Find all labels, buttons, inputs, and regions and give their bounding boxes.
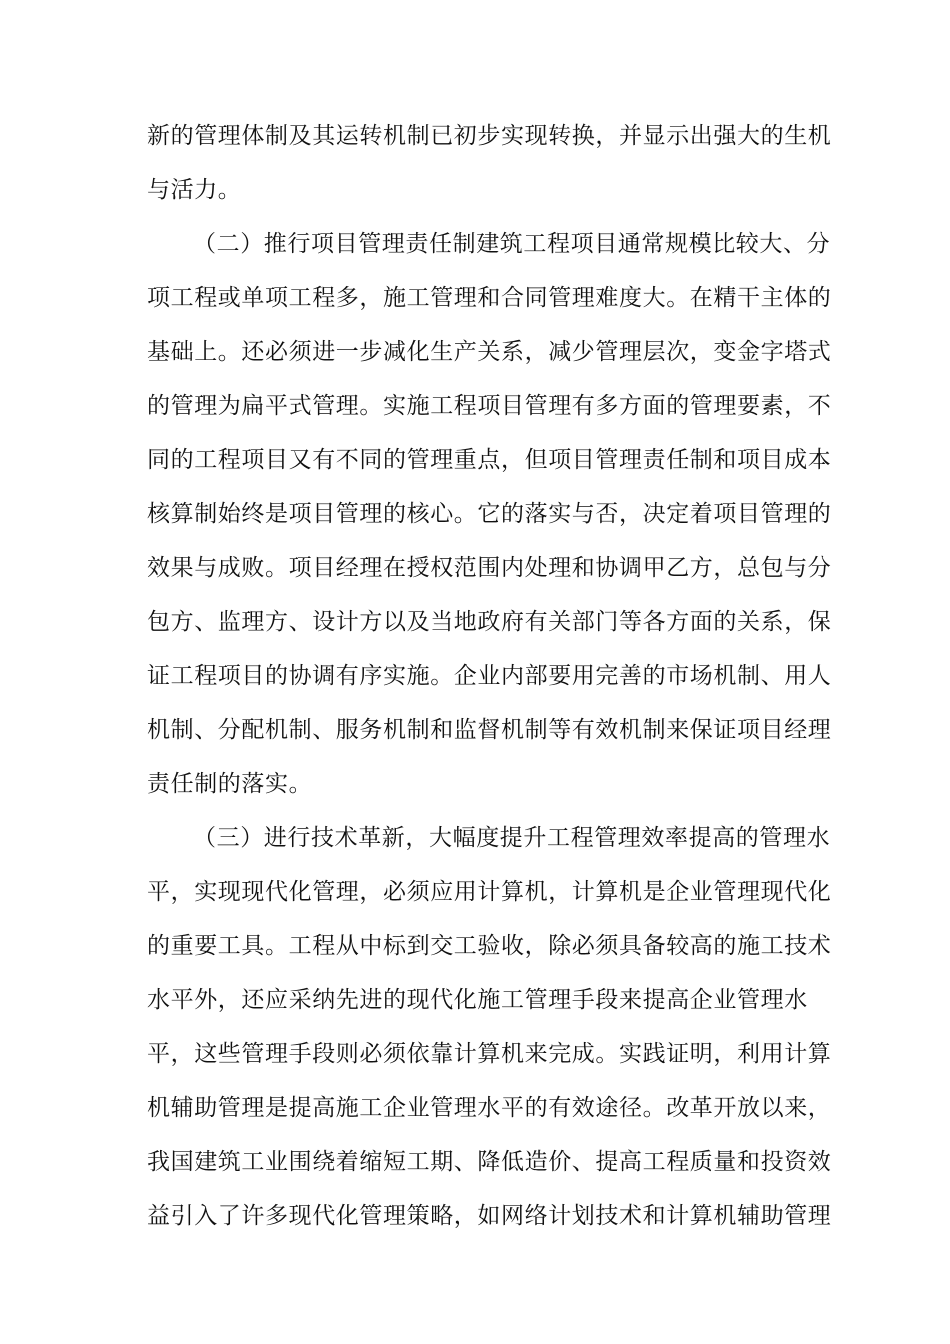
text-line: 包方、监理方、设计方以及当地政府有关部门等各方面的关系，保 [147,609,832,635]
text-line: 证工程项目的协调有序实施。企业内部要用完善的市场机制、用人 [147,663,832,689]
text-line: 我国建筑工业围绕着缩短工期、降低造价、提高工程质量和投资效 [147,1149,832,1175]
text-line: 水平外，还应采纳先进的现代化施工管理手段来提高企业管理水 [147,987,808,1013]
text-line: 核算制始终是项目管理的核心。它的落实与否，决定着项目管理的 [147,501,832,527]
text-line: 责任制的落实。 [147,771,313,797]
text-line: 益引入了许多现代化管理策略，如网络计划技术和计算机辅助管理 [147,1203,832,1229]
section-heading-line: （三）进行技术革新，大幅度提升工程管理效率提高的管理水 [193,825,831,851]
text-line: 机辅助管理是提高施工企业管理水平的有效途径。改革开放以来， [147,1095,832,1121]
text-line: 项工程或单项工程多，施工管理和合同管理难度大。在精干主体的 [147,285,832,311]
text-line: 平，这些管理手段则必须依靠计算机来完成。实践证明，利用计算 [147,1041,832,1067]
text-line: 新的管理体制及其运转机制已初步实现转换，并显示出强大的生机 [147,123,832,149]
text-line: 同的工程项目又有不同的管理重点，但项目管理责任制和项目成本 [147,447,832,473]
text-line: 与活力。 [147,177,242,203]
section-heading-line: （二）推行项目管理责任制建筑工程项目通常规模比较大、分 [193,231,831,257]
text-line: 的重要工具。工程从中标到交工验收，除必须具备较高的施工技术 [147,933,832,959]
text-line: 的管理为扁平式管理。实施工程项目管理有多方面的管理要素，不 [147,393,832,419]
text-line: 平，实现现代化管理，必须应用计算机，计算机是企业管理现代化 [147,879,832,905]
text-line: 基础上。还必须进一步减化生产关系，减少管理层次，变金字塔式 [147,339,832,365]
text-line: 效果与成败。项目经理在授权范围内处理和协调甲乙方，总包与分 [147,555,832,581]
text-line: 机制、分配机制、服务机制和监督机制等有效机制来保证项目经理 [147,717,832,743]
